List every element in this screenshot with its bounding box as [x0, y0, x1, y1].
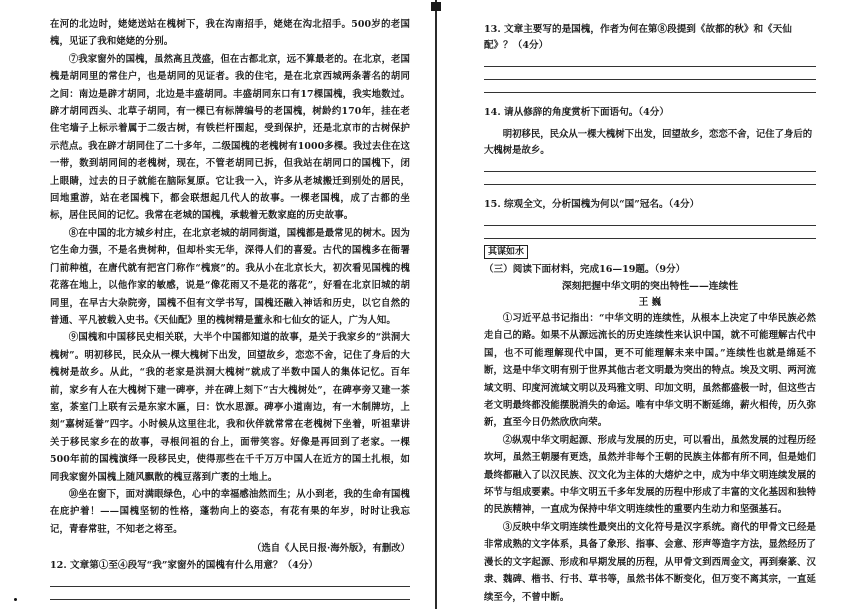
question-15: 15. 综观全文，分析国槐为何以“国”冠名。（4分）: [484, 199, 700, 210]
answer-line: [484, 92, 816, 93]
page-fold: [435, 0, 437, 609]
left-para-1: 在河的北边时，姥姥送站在槐树下，我在沟南招手，姥姥在沟北招手。500岁的老国槐，见证了我和姥姥的分别。: [50, 19, 410, 48]
section-heading: （三）阅读下面材料，完成16—19题。（9分）: [484, 264, 686, 275]
right-para-3: ③反映中华文明连续性最突出的文化符号是汉字系统。商代的甲骨文已经是非常成熟的文字体系，具备了象形、指事、会意、形声等造字方法，显然经历了漫长的文字起源、形成和早期发展的历程，从甲骨文到西周金文，再到秦篆、汉隶、魏碑、楷书、行书、草书等，虽然书体不断变化，但万变不离其宗，一直延续至今，不曾中断。: [484, 521, 816, 603]
article-title: 深刻把握中华文明的突出特性——连续性: [561, 281, 739, 292]
answer-line: [50, 586, 410, 587]
answer-lines-14: [484, 171, 816, 185]
answer-line: [50, 599, 410, 600]
right-page: [442, 0, 860, 609]
answer-lines-12: [50, 586, 410, 609]
left-para-9: ⑨国槐和中国移民史相关联，大半个中国都知道的故事，是关于我家乡的“洪洞大槐树”。明初移民，民众从一棵大槐树下出发，回望故乡，恋恋不舍，记住了身后的大槐树是故乡。从此，“我的老家是洪洞大槐树”就成了半数中国人的集体记忆。百年前，家乡有人在大槐树下建一碑亭，并在碑上刻下“古大槐树处”，在碑亭旁又建一茶室，茶室门上联有云是东家木匾，曰：饮水思源。碑亭小道南边，有一木制牌坊，上刻“嘉树延誉”四字。小时候从这里往北，我和伙伴就常常在老槐树下坐着，听祖辈讲关于移民家乡在的故事，寻根问祖的台上，面带笑容。好像是再回到了老家。一棵500年前的国槐演绎一段移民史，使得那些在千千万万中国人在近方的国土扎根，如同我家窗外国槐上随风飘散的槐豆落到广袤的土地上。: [50, 332, 410, 483]
question-13: 13. 文章主要写的是国槐，作者为何在第⑧段提到《故都的秋》和《天仙配》？（4分）: [484, 24, 792, 51]
source-citation: （选自《人民日报·海外版》，有删改）: [252, 543, 410, 555]
answer-line: [484, 184, 816, 185]
answer-line: [484, 79, 816, 80]
left-para-7: ⑦我家窗外的国槐，虽然高且茂盛，但在古都北京，远不算最老的。在北京，老国槐是胡同里的常住户，也是胡同的见证者。我的住宅，是在北京西城两条著名的胡同之间：南边是辟才胡同，北边是丰盛胡同。丰盛胡同东口有17棵国槐，我实地数过。辟才胡同西头、北草子胡同，有一棵已有标牌编号的老国槐，树龄约170年，挂在老住宅墙子上标示着属于二级古树，有铁栏杆围起，受到保护，还是北京市的古树保护示范点。我在辟才胡同住了二十多年，二级国槐的老槐树有1000多棵。我过去住在这一带，数到胡同间的老槐树，现在，不管老胡同已拆，但我站在胡同口的国槐下，闭上眼睛，过去的日子就能在脑际复原。它让我一入，许多从老城搬迁到别处的居民，回地重游，站在老国槐下，都会联想起几代人的故事。一棵老国槐，成了古都的坐标，居住民间的记忆。我常在老城的国槐，承载着无数家庭的历史故事。: [50, 53, 410, 222]
answer-line: [484, 238, 816, 239]
right-para-1: ①习近平总书记指出：“中华文明的连续性，从根本上决定了中华民族必然走自己的路。如果不从源远流长的历史连续性来认识中国，就不可能理解古代中国，也不可能理解现代中国，更不可能理解未来中国。”连续性也就是绵延不断，这是中华文明有别于世界其他古老文明最为突出的特点。埃及文明、两河流域文明、印度河流域文明以及玛雅文明、印加文明，虽然都盛极一时，但这些古老文明最终都没能摆脱消失的命运。唯有中华文明不断延绵，薪火相传，历久弥新，直至今日仍然欣欣向荣。: [484, 313, 816, 429]
question-12: 12. 文章第①至④段写“我”家窗外的国槐有什么用意？（4分）: [50, 559, 318, 571]
answer-lines-15: [484, 225, 816, 239]
binding-mark: [431, 2, 441, 11]
left-para-10: ⑩坐在窗下，面对满眼绿色，心中的幸福感油然而生；从小到老，我的生命有国槐在庇护着！——国槐坚韧的性格，蓬勃向上的姿态，有花有果的年岁，时时让我忘记，青春常驻，不知老之将至。: [50, 488, 410, 535]
question-14-quote: 明初移民，民众从一棵大槐树下出发，回望故乡，恋恋不舍，记住了身后的大槐树是故乡。: [484, 129, 813, 156]
right-para-2: ②纵观中华文明起源、形成与发展的历史，可以看出，虽然发展的过程历经坎坷，虽然王朝屡有更迭，虽然并非每个王朝的民族主体都有所不同，但是她们最终都融入了以汉民族、汉文化为主体的大熔炉之中，成为中华文明连续发展的坏节与组成要素。中华文明五千多年发展的历程中形成了丰富的文化基因和独特的民族精神，一直成为保持中华文明连续性的重要内生动力和坚强基石。: [484, 434, 816, 516]
answer-line: [484, 171, 816, 172]
answer-line: [484, 225, 816, 226]
left-para-8: ⑧在中国的北方城乡村庄，在北京老城的胡同街道，国槐都是最常见的树木。因为它生命力强，不是名贵树种，但却朴实无华，深得人们的喜爱。古代的国槐多在衙署门前种植，在唐代就有把宫门称作“槐宸”的。我从小在北京长大，初次看见国槐的槐花落在地上，以他作家的敏感，说是“像花雨又不是花的落花”，好看在北京旧城的胡同里，在早古大杂院旁，国槐不但有文学书写，国槐还融入神话和历史，以它自然的普通、平凡被载入史书。《天仙配》里的槐树精是董永和七仙女的证人，广为人知。: [50, 227, 410, 326]
answer-line: [484, 66, 816, 67]
question-14: 14. 请从修辞的角度赏析下面语句。（4分）: [484, 107, 669, 118]
answer-lines-13: [484, 66, 816, 93]
section-tag: 其谋如水: [484, 245, 528, 259]
article-author: 王 巍: [638, 297, 662, 308]
